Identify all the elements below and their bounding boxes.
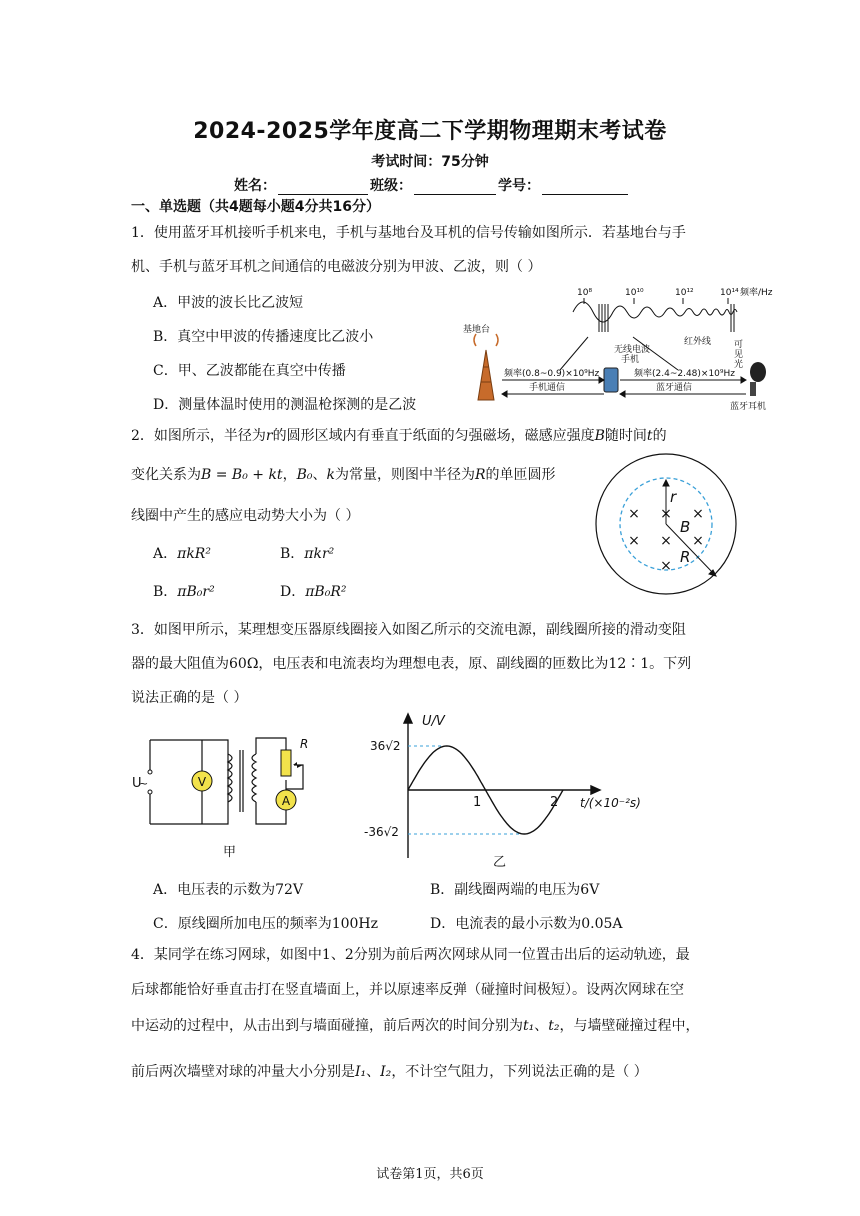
q2-option-b[interactable] xyxy=(280,543,334,563)
exam-time: 考试时间：75分钟 xyxy=(371,154,489,170)
q4-l3-sep: 、 xyxy=(534,1018,549,1034)
q4-l4-b: ，不计空气阻力，下列说法正确的是（ ） xyxy=(391,1064,648,1080)
q3-voltage-chart xyxy=(350,710,650,870)
q2-var-R: R xyxy=(474,467,486,483)
q2-var-t: t xyxy=(646,428,653,444)
q3-circuit xyxy=(128,732,318,862)
q4-var-t2: t₂ xyxy=(548,1018,560,1034)
class-blank[interactable] xyxy=(414,180,496,195)
q3-option-b[interactable]: B．副线圈两端的电压为6V xyxy=(430,882,600,898)
q4-l3-a: 中运动的过程中，从击出到与墙面碰撞，前后两次的时间分别为 xyxy=(131,1018,523,1034)
radio-wave-label: 无线电波 xyxy=(614,345,651,355)
xtick-1: 1 xyxy=(473,795,482,810)
visible-label-3: 光 xyxy=(734,360,744,370)
q4-line4 xyxy=(131,1062,648,1082)
q1-option-d[interactable]: D．测量体温时使用的测温枪探测的是乙波 xyxy=(153,397,417,413)
q2-a-expr: πkR² xyxy=(177,546,211,562)
phone-comm-label: 手机通信 xyxy=(529,383,566,393)
q2-line2 xyxy=(131,465,556,485)
id-label: 学号： xyxy=(498,178,540,194)
q4-line1: 4．某同学在练习网球，如图中1、2分别为前后两次网球从同一位置击出后的运动轨迹，最 xyxy=(131,947,690,963)
q4-var-t1: t₁ xyxy=(523,1018,535,1034)
q3-line3: 说法正确的是（ ） xyxy=(131,690,248,706)
b-cross: × xyxy=(692,506,704,522)
visible-label-2: 见 xyxy=(734,350,744,360)
source-label: U xyxy=(132,776,142,791)
q2-l2-b: ， xyxy=(282,467,297,483)
b-cross: × xyxy=(692,533,704,549)
bt-comm-label: 蓝牙通信 xyxy=(656,383,693,393)
q4-line3 xyxy=(131,1016,700,1036)
ammeter-label: A xyxy=(281,794,291,808)
circuit-caption: 甲 xyxy=(223,845,237,860)
id-blank[interactable] xyxy=(542,180,628,195)
b-cross: × xyxy=(660,533,672,549)
tick-1e14: 10¹⁴ xyxy=(720,288,739,298)
section-title: 一、单选题（共4题每小题4分共16分） xyxy=(131,199,380,215)
em-spectrum-wave xyxy=(573,302,737,322)
student-info-row xyxy=(234,175,630,195)
B-label: B xyxy=(680,518,691,536)
q2-line3: 线圈中产生的感应电动势大小为（ ） xyxy=(131,508,360,524)
q2-c-label: B． xyxy=(153,584,178,600)
rheostat-label: R xyxy=(300,737,309,751)
infrared-label: 红外线 xyxy=(684,337,712,347)
name-blank[interactable] xyxy=(278,180,368,195)
tick-1e10: 10¹⁰ xyxy=(625,288,644,298)
q2-l2-d: 为常量，则图中半径为 xyxy=(334,467,475,483)
q4-l4-a: 前后两次墙壁对球的冲量大小分别是 xyxy=(131,1064,355,1080)
q3-option-c[interactable]: C．原线圈所加电压的频率为100Hz xyxy=(153,916,379,932)
ytick-neg: -36√2 xyxy=(364,825,399,839)
q2-option-d[interactable] xyxy=(280,581,347,601)
q4-var-I1: I₁ xyxy=(355,1064,367,1080)
q2-var-B: B xyxy=(594,428,605,444)
q3-line2: 器的最大阻值为60Ω，电压表和电流表均为理想电表，原、副线圈的匝数比为12∶1。下列 xyxy=(131,656,692,672)
q2-d-expr: πB₀R² xyxy=(305,584,347,600)
q2-d-label: D． xyxy=(280,584,306,600)
q2-b-expr: πkr² xyxy=(304,546,335,562)
q3-line1: 3．如图甲所示，某理想变压器原线圈接入如图乙所示的交流电源，副线圈所接的滑动变阻 xyxy=(131,622,686,638)
freq-right-label: 频率(2.4~2.48)×10⁹Hz xyxy=(634,369,736,379)
chart-xlabel: t/(×10⁻²s) xyxy=(580,796,641,810)
q4-l4-sep: 、 xyxy=(366,1064,381,1080)
base-station-label: 基地台 xyxy=(463,325,491,335)
q2-l1-d: 的 xyxy=(652,428,667,444)
q1-line2: 机、手机与蓝牙耳机之间通信的电磁波分别为甲波、乙波，则（ ） xyxy=(131,259,542,275)
q4-var-I2: I₂ xyxy=(380,1064,392,1080)
page-footer: 试卷第1页，共6页 xyxy=(376,1167,484,1182)
tick-1e12: 10¹² xyxy=(675,288,694,298)
q2-var-B0: B₀ xyxy=(296,467,313,483)
chart-ylabel: U/V xyxy=(422,714,445,729)
visible-label-1: 可 xyxy=(734,340,744,350)
q4-l3-b: ，与墙壁碰撞过程中， xyxy=(559,1018,700,1034)
q2-line1 xyxy=(131,426,667,446)
base-station-icon xyxy=(474,334,498,400)
r-label: r xyxy=(670,488,677,506)
q2-l2-a: 变化关系为 xyxy=(131,467,201,483)
class-label: 班级： xyxy=(370,178,412,194)
phone-caption: 手机 xyxy=(621,355,640,365)
R-label: R xyxy=(680,548,691,566)
earphone-label: 蓝牙耳机 xyxy=(730,402,767,412)
q1-figure xyxy=(458,282,783,417)
xtick-2: 2 xyxy=(550,795,559,810)
tick-1e8: 10⁸ xyxy=(577,288,593,298)
ytick-pos: 36√2 xyxy=(370,739,401,753)
q3-option-d[interactable]: D．电流表的最小示数为0.05A xyxy=(430,916,623,932)
q2-c-expr: πB₀r² xyxy=(177,584,215,600)
q1-option-b[interactable]: B．真空中甲波的传播速度比乙波小 xyxy=(153,329,374,345)
q2-l2-e: 的单匝圆形 xyxy=(485,467,556,483)
svg-text:~: ~ xyxy=(139,777,149,790)
b-cross: × xyxy=(628,533,640,549)
q2-l1-a: 2．如图所示，半径为 xyxy=(131,428,266,444)
q3-option-a[interactable]: A．电压表的示数为72V xyxy=(153,882,304,898)
rheostat-icon xyxy=(281,750,291,776)
freq-left-label: 频率(0.8~0.9)×10⁹Hz xyxy=(504,369,600,379)
q2-figure xyxy=(594,452,744,598)
q2-l1-b: 的圆形区域内有垂直于纸面的匀强磁场，磁感应强度 xyxy=(272,428,595,444)
q2-option-a[interactable] xyxy=(153,543,211,563)
phone-icon xyxy=(604,368,618,392)
q2-option-c[interactable] xyxy=(153,581,215,601)
name-label: 姓名： xyxy=(234,178,276,194)
earphone-icon xyxy=(750,362,766,396)
q2-a-label: A． xyxy=(153,546,178,562)
q2-l1-c: 随时间 xyxy=(604,428,647,444)
q2-formula: B = B₀ + kt xyxy=(201,467,283,483)
q2-var-k: k xyxy=(326,467,335,483)
b-cross: × xyxy=(660,558,672,574)
chart-caption: 乙 xyxy=(493,855,507,870)
q1-line1: 1．使用蓝牙耳机接听手机来电，手机与基地台及耳机的信号传输如图所示．若基地台与手 xyxy=(131,225,686,241)
voltmeter-label: V xyxy=(197,775,207,789)
q2-l2-c: 、 xyxy=(312,467,327,483)
q4-line2: 后球都能恰好垂直击打在竖直墙面上，并以原速率反弹（碰撞时间极短）。设两次网球在空 xyxy=(131,982,684,998)
q1-option-a[interactable]: A．甲波的波长比乙波短 xyxy=(153,295,304,311)
freq-axis-label: 频率/Hz xyxy=(740,288,773,298)
exam-title: 2024-2025学年度高二下学期物理期末考试卷 xyxy=(193,119,667,144)
b-cross: × xyxy=(660,506,672,522)
q1-option-c[interactable]: C．甲、乙波都能在真空中传播 xyxy=(153,363,346,379)
q2-var-r: r xyxy=(265,428,273,444)
q2-b-label: B． xyxy=(280,546,305,562)
b-cross: × xyxy=(628,506,640,522)
